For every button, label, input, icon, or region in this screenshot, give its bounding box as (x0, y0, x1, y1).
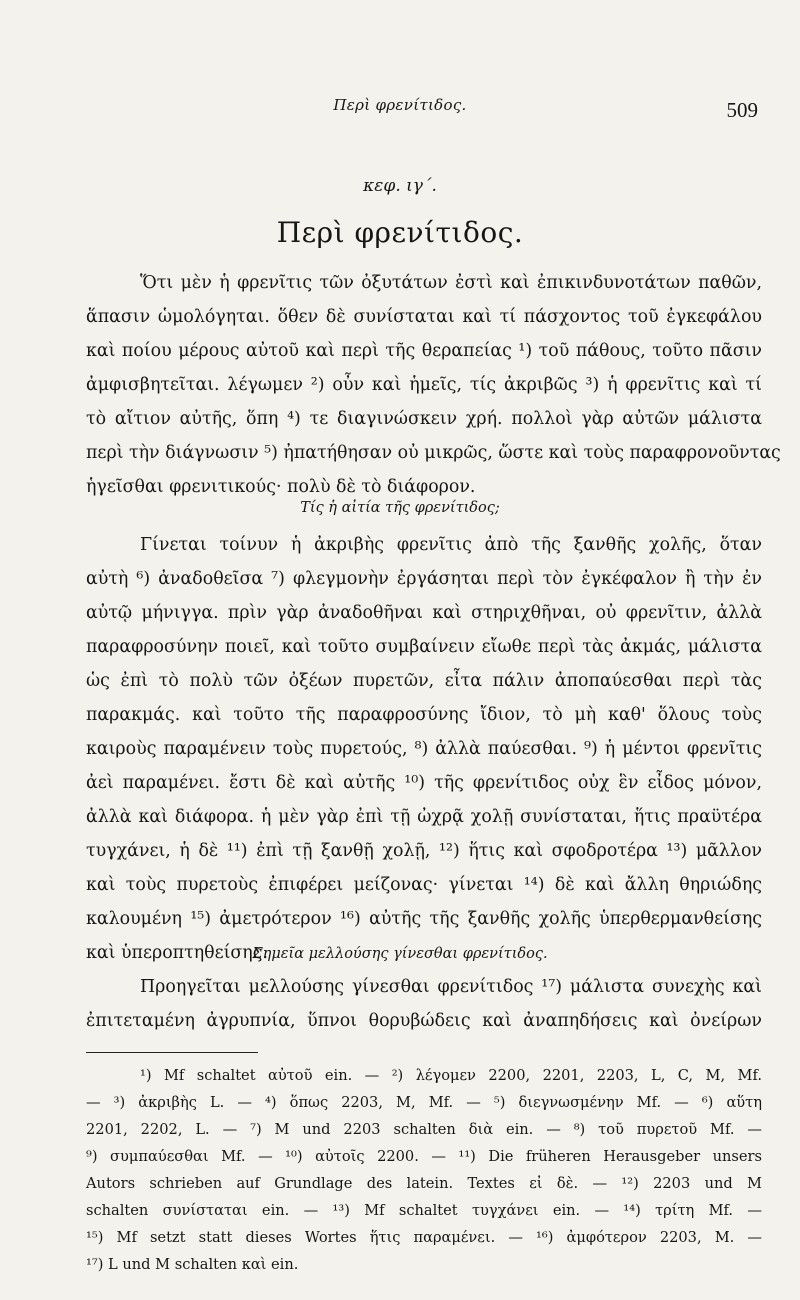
footnote-line: ¹⁷) L und M schalten καὶ ein. (86, 1256, 299, 1273)
text-line: ἐπιτεταμένη ἀγρυπνία, ὕπνοι θορυβώδεις καὶ ἀναπηδήσεις καὶ ὀνείρων (86, 1011, 762, 1031)
text-line: αὐτὴ ⁶) ἀναδοθεῖσα ⁷) φλεγμονὴν ἐργάσηται περὶ τὸν ἐγκέφαλον ἢ τὴν ἐν (86, 569, 762, 589)
text-line: Ὅτι μὲν ἡ φρενῖτις τῶν ὀξυτάτων ἐστὶ καὶ ἐπικινδυνοτάτων παθῶν, (140, 273, 762, 293)
text-line: ἀμφισβητεῖται. λέγωμεν ²) οὖν καὶ ἡμεῖς, τίς ἀκριβῶς ³) ἡ φρενῖτις καὶ τί (86, 375, 762, 395)
chapter-title: Περὶ φρενίτιδος. (276, 216, 524, 249)
footnote-line: Autors schrieben auf Grundlage des latein. Textes εἰ δὲ. — ¹²) 2203 und M (86, 1175, 762, 1192)
paragraph-1 (86, 266, 781, 504)
page-number: 509 (726, 98, 758, 122)
text-line: περὶ τὴν διάγνωσιν ⁵) ἠπατήθησαν οὐ μικρῶς, ὥστε καὶ τοὺς παραφρονοῦντας (86, 443, 781, 463)
text-line: καιροὺς παραμένειν τοὺς πυρετούς, ⁸) ἀλλὰ παύεσθαι. ⁹) ἡ μέντοι φρενῖτις (86, 739, 762, 759)
paragraph-3 (86, 970, 762, 1038)
text-line: ἡγεῖσθαι φρενιτικούς· πολὺ δὲ τὸ διάφορον. (86, 477, 476, 497)
section-heading-cause: Τίς ἡ αἰτία τῆς φρενίτιδος; (300, 500, 500, 516)
text-line: αὐτῷ μήνιγγα. πρὶν γὰρ ἀναδοθῆναι καὶ στηριχθῆναι, οὐ φρενῖτιν, ἀλλὰ (86, 603, 762, 623)
footnote-line: schalten συνίσταται ein. — ¹³) Mf schaltet τυγχάνει ein. — ¹⁴) τρίτη Mf. — (86, 1202, 762, 1219)
running-title: Περὶ φρενίτιδος. (333, 96, 467, 114)
footnote-line: ¹⁵) Mf setzt statt dieses Wortes ἥτις παραμένει. — ¹⁶) ἀμφότερον 2203, M. — (86, 1229, 762, 1246)
text-line: ἅπασιν ὡμολόγηται. ὅθεν δὲ συνίσταται καὶ τί πάσχοντος τοῦ ἐγκεφάλου (86, 307, 762, 327)
text-line: ἀεὶ παραμένει. ἔστι δὲ καὶ αὐτῆς ¹⁰) τῆς φρενίτιδος οὐχ ἓν εἶδος μόνον, (86, 773, 762, 793)
text-line: παραφροσύνην ποιεῖ, καὶ τοῦτο συμβαίνειν εἴωθε περὶ τὰς ἀκμάς, μάλιστα (86, 637, 762, 657)
text-line: Γίνεται τοίνυν ἡ ἀκριβὴς φρενῖτις ἀπὸ τῆς ξανθῆς χολῆς, ὅταν (140, 535, 762, 555)
section-heading-signs: Σημεῖα μελλούσης γίνεσθαι φρενίτιδος. (252, 946, 548, 962)
text-line: καλουμένη ¹⁵) ἀμετρότερον ¹⁶) αὐτῆς τῆς ξανθῆς χολῆς ὑπερθερμανθείσης (86, 909, 762, 929)
text-line: τυγχάνει, ἡ δὲ ¹¹) ἐπὶ τῇ ξανθῇ χολῇ, ¹²) ἥτις καὶ σφοδροτέρα ¹³) μᾶλλον (86, 841, 762, 861)
text-line: ἀλλὰ καὶ διάφορα. ἡ μὲν γὰρ ἐπὶ τῇ ὠχρᾷ χολῇ συνίσταται, ἥτις πραϋτέρα (86, 807, 762, 827)
text-line: ὡς ἐπὶ τὸ πολὺ τῶν ὀξέων πυρετῶν, εἶτα πάλιν ἀποπαύεσθαι περὶ τὰς (86, 671, 762, 691)
text-line: τὸ αἴτιον αὐτῆς, ὅπη ⁴) τε διαγινώσκειν χρή. πολλοὶ γὰρ αὐτῶν μάλιστα (86, 409, 762, 429)
footnote-line: ⁹) συμπαύεσθαι Mf. — ¹⁰) αὐτοῖς 2200. — ¹¹) Die früheren Herausgeber unsers (86, 1148, 762, 1165)
text-line: καὶ ὑπεροπτηθείσης. (86, 943, 268, 963)
footnote-line: ¹) Mf schaltet αὐτοῦ ein. — ²) λέγομεν 2200, 2201, 2203, L, C, M, Mf. (140, 1067, 762, 1084)
text-line: Προηγεῖται μελλούσης γίνεσθαι φρενίτιδος ¹⁷) μάλιστα συνεχὴς καὶ (140, 977, 762, 997)
text-line: καὶ τοὺς πυρετοὺς ἐπιφέρει μείζονας· γίνεται ¹⁴) δὲ καὶ ἄλλη θηριώδης (86, 875, 762, 895)
footnote-line: 2201, 2202, L. — ⁷) M und 2203 schalten διὰ ein. — ⁸) τοῦ πυρετοῦ Mf. — (86, 1121, 762, 1138)
text-line: παρακμάς. καὶ τοῦτο τῆς παραφροσύνης ἴδιον, τὸ μὴ καθ' ὅλους τοὺς (86, 705, 762, 725)
paragraph-2 (86, 528, 762, 970)
footnote-line: — ³) ἀκριβὴς L. — ⁴) ὅπως 2203, M, Mf. — ⁵) διεγνωσμένην Mf. — ⁶) αὕτη (86, 1094, 762, 1111)
chapter-label: κεφ. ιγ´. (363, 176, 437, 196)
footnote-rule (86, 1052, 258, 1053)
footnotes (86, 1062, 762, 1278)
text-line: καὶ ποίου μέρους αὐτοῦ καὶ περὶ τῆς θεραπείας ¹) τοῦ πάθους, τοῦτο πᾶσιν (86, 341, 762, 361)
